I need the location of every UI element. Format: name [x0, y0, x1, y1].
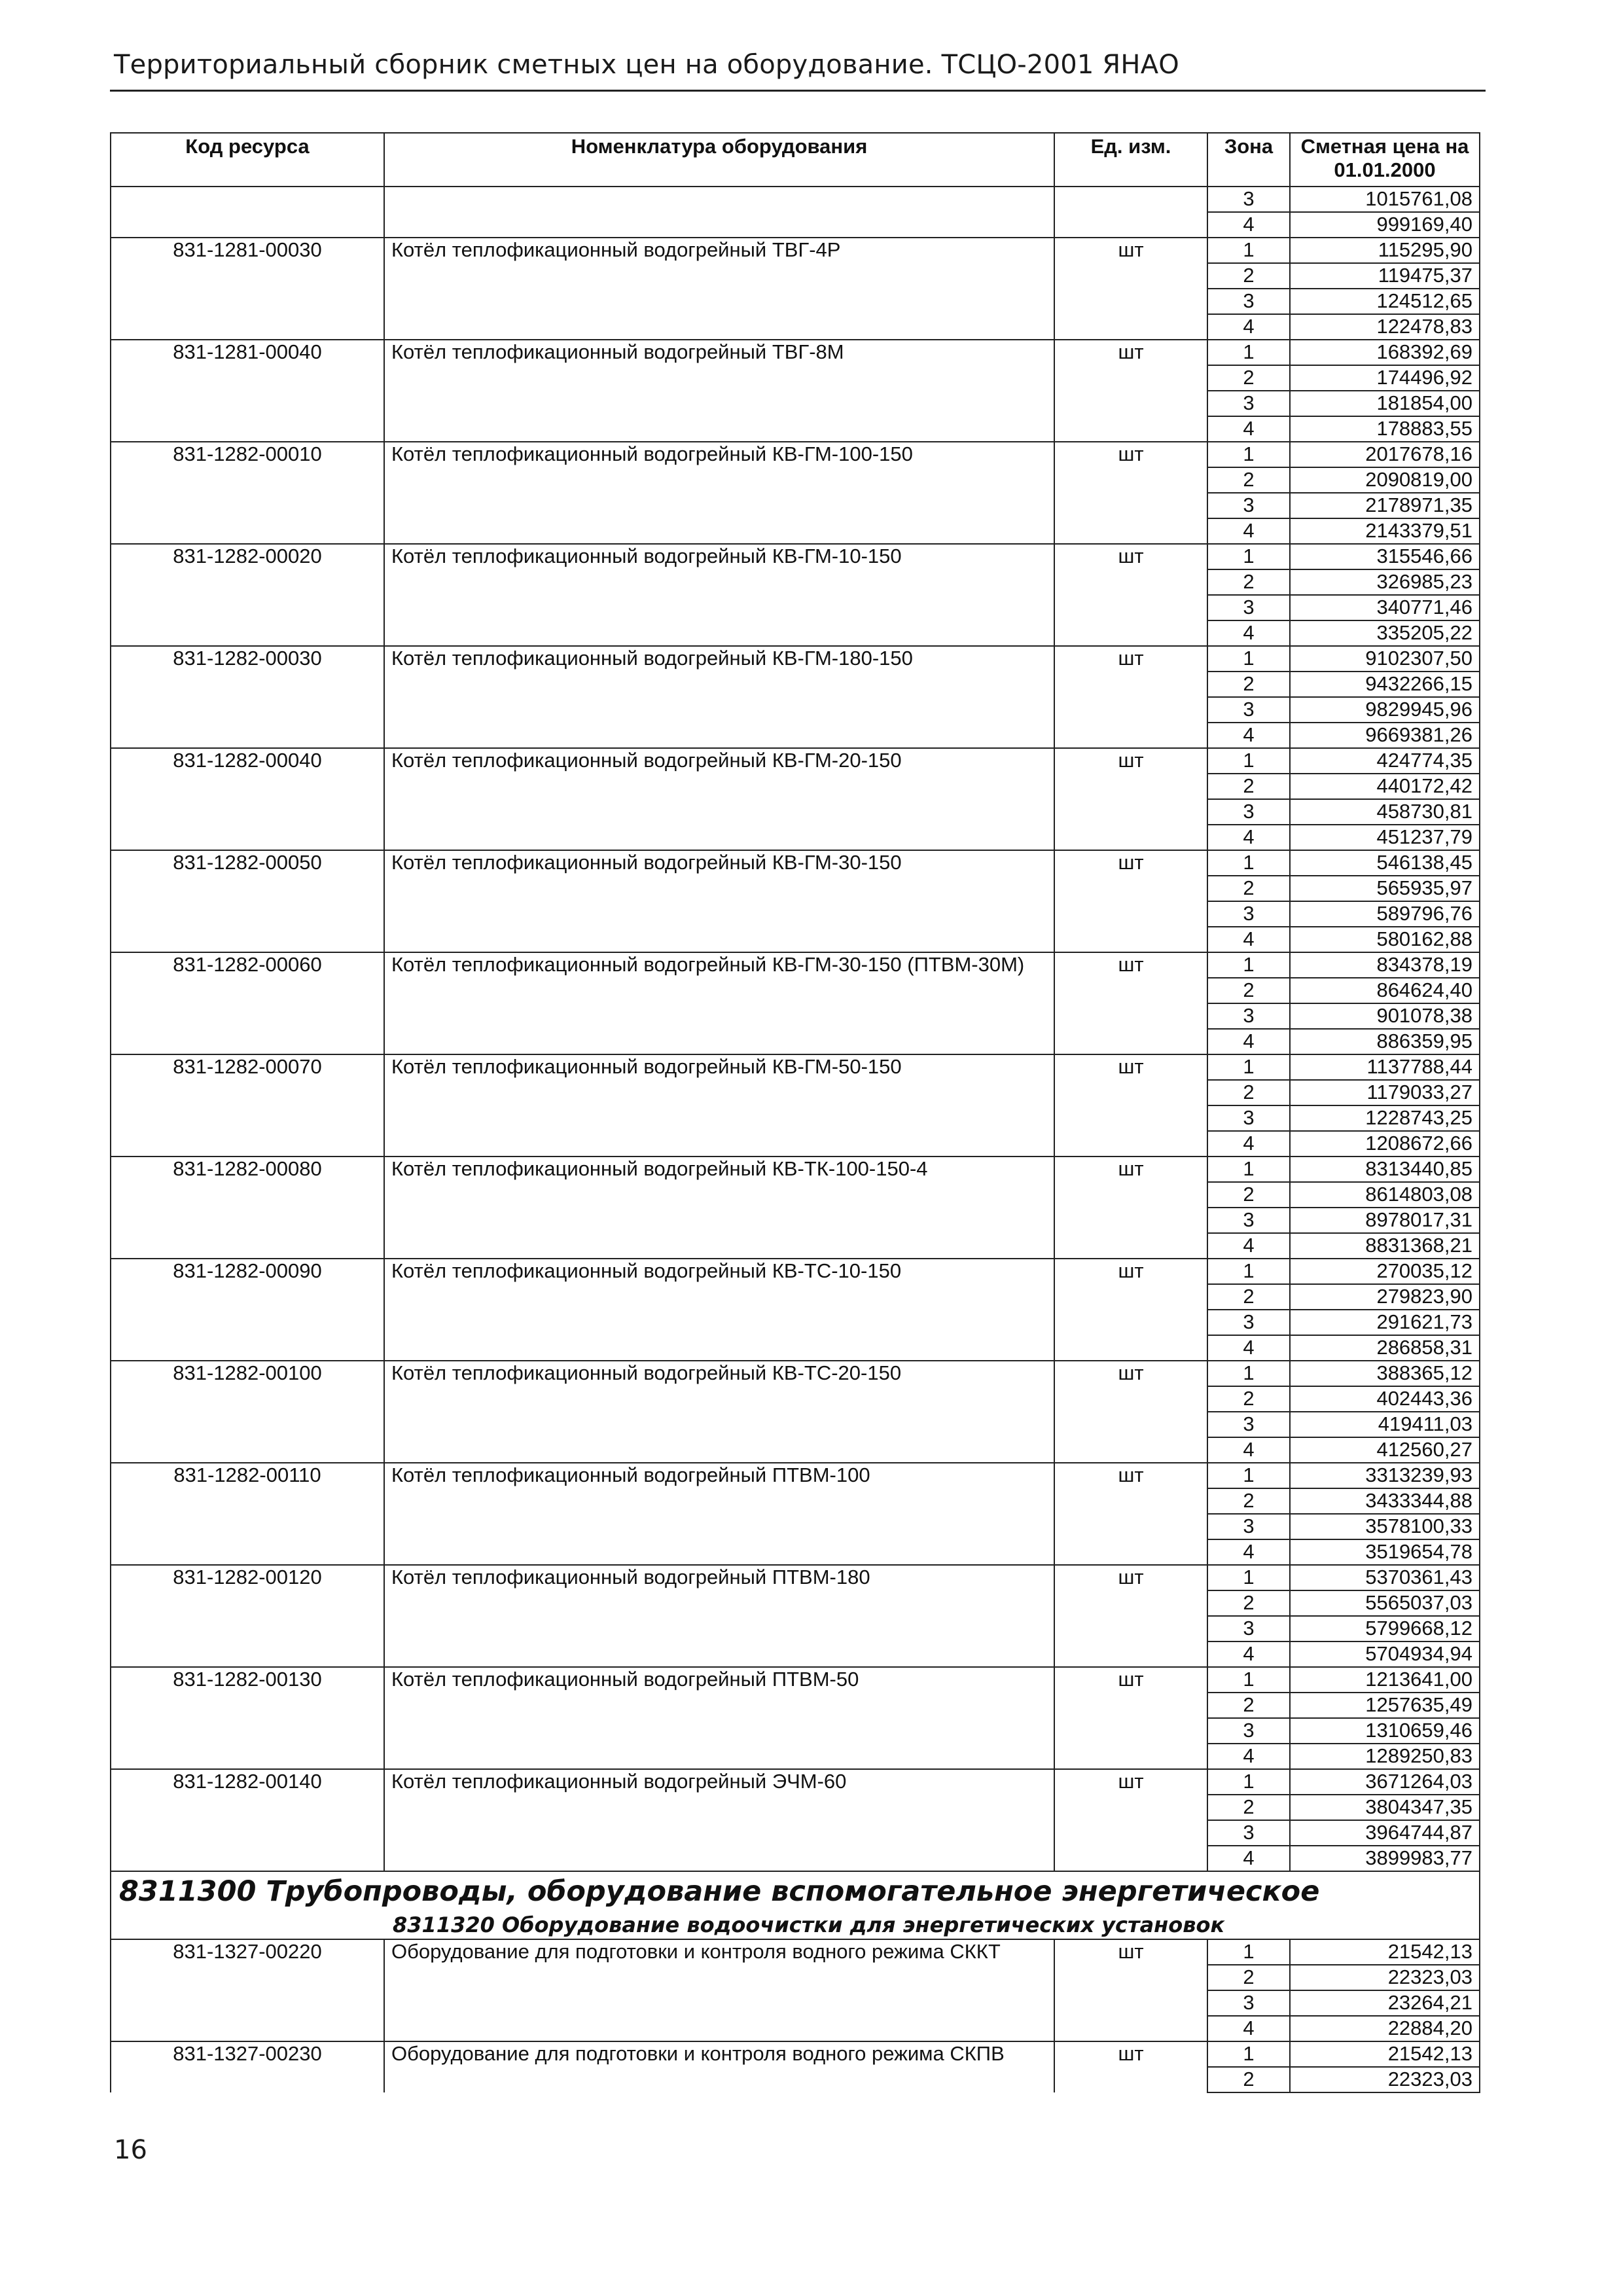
zone-cell: 1: [1207, 1054, 1290, 1080]
price-cell: 3964744,87: [1290, 1820, 1480, 1846]
price-cell: 2178971,35: [1290, 493, 1480, 518]
table-row: [111, 1667, 1480, 1693]
resource-code: 831-1327-00220: [111, 1939, 384, 2041]
table-body-bottom: [111, 1939, 1480, 2092]
header-price: Сметная цена на 01.01.2000: [1290, 133, 1480, 187]
zone-cell: 1: [1207, 1259, 1290, 1284]
price-cell: 5565037,03: [1290, 1590, 1480, 1616]
price-cell: 8614803,08: [1290, 1182, 1480, 1208]
header-divider: [110, 90, 1486, 92]
zone-cell: 2: [1207, 774, 1290, 799]
price-cell: 23264,21: [1290, 1990, 1480, 2016]
table-row: [111, 340, 1480, 365]
zone-cell: 4: [1207, 416, 1290, 442]
unit-of-measure: шт: [1054, 1054, 1207, 1157]
price-cell: 864624,40: [1290, 978, 1480, 1003]
price-cell: 886359,95: [1290, 1029, 1480, 1054]
price-cell: 279823,90: [1290, 1284, 1480, 1310]
price-cell: 22884,20: [1290, 2016, 1480, 2041]
resource-code: 831-1281-00030: [111, 238, 384, 340]
unit-of-measure: [1054, 187, 1207, 238]
zone-cell: 2: [1207, 1795, 1290, 1820]
zone-cell: 1: [1207, 442, 1290, 467]
equipment-name: Котёл теплофикационный водогрейный КВ-ТК-100-150-4: [384, 1157, 1054, 1259]
header-zone: Зона: [1207, 133, 1290, 187]
price-cell: 178883,55: [1290, 416, 1480, 442]
zone-cell: 2: [1207, 1488, 1290, 1514]
unit-of-measure: шт: [1054, 1463, 1207, 1565]
unit-of-measure: шт: [1054, 1157, 1207, 1259]
header-unit: Ед. изм.: [1054, 133, 1207, 187]
zone-cell: 1: [1207, 238, 1290, 263]
price-cell: 174496,92: [1290, 365, 1480, 391]
price-cell: 291621,73: [1290, 1310, 1480, 1335]
zone-cell: 3: [1207, 1105, 1290, 1131]
zone-cell: 1: [1207, 1939, 1290, 1965]
price-cell: 335205,22: [1290, 620, 1480, 646]
zone-cell: 1: [1207, 2041, 1290, 2067]
resource-code: 831-1282-00100: [111, 1361, 384, 1463]
equipment-name: Котёл теплофикационный водогрейный ТВГ-8М: [384, 340, 1054, 442]
zone-cell: 1: [1207, 1361, 1290, 1386]
zone-cell: 4: [1207, 2016, 1290, 2041]
zone-cell: 3: [1207, 1820, 1290, 1846]
unit-of-measure: шт: [1054, 952, 1207, 1054]
zone-cell: 2: [1207, 876, 1290, 901]
equipment-name: Котёл теплофикационный водогрейный КВ-ГМ-30-150: [384, 850, 1054, 952]
zone-cell: 4: [1207, 1437, 1290, 1463]
price-cell: 8313440,85: [1290, 1157, 1480, 1182]
resource-code: 831-1282-00140: [111, 1769, 384, 1871]
price-cell: 340771,46: [1290, 595, 1480, 620]
resource-code: 831-1281-00040: [111, 340, 384, 442]
price-cell: 834378,19: [1290, 952, 1480, 978]
price-cell: 22323,03: [1290, 1965, 1480, 1990]
price-cell: 424774,35: [1290, 748, 1480, 774]
equipment-name: Котёл теплофикационный водогрейный КВ-ТС-20-150: [384, 1361, 1054, 1463]
resource-code: 831-1327-00230: [111, 2041, 384, 2092]
price-cell: 3519654,78: [1290, 1539, 1480, 1565]
unit-of-measure: шт: [1054, 544, 1207, 646]
table-row: [111, 238, 1480, 263]
price-cell: 3804347,35: [1290, 1795, 1480, 1820]
table-row: [111, 1463, 1480, 1488]
equipment-name: Котёл теплофикационный водогрейный ПТВМ-100: [384, 1463, 1054, 1565]
equipment-name: Котёл теплофикационный водогрейный ПТВМ-50: [384, 1667, 1054, 1769]
zone-cell: 3: [1207, 799, 1290, 825]
resource-code: [111, 187, 384, 238]
zone-cell: 2: [1207, 1693, 1290, 1718]
price-cell: 1179033,27: [1290, 1080, 1480, 1105]
price-cell: 286858,31: [1290, 1335, 1480, 1361]
resource-code: 831-1282-00080: [111, 1157, 384, 1259]
price-cell: 9669381,26: [1290, 723, 1480, 748]
zone-cell: 1: [1207, 952, 1290, 978]
resource-code: 831-1282-00010: [111, 442, 384, 544]
price-cell: 388365,12: [1290, 1361, 1480, 1386]
zone-cell: 4: [1207, 1641, 1290, 1667]
price-cell: 5370361,43: [1290, 1565, 1480, 1590]
zone-cell: 2: [1207, 467, 1290, 493]
price-cell: 3313239,93: [1290, 1463, 1480, 1488]
zone-cell: 1: [1207, 544, 1290, 569]
zone-cell: 4: [1207, 314, 1290, 340]
zone-cell: 4: [1207, 1846, 1290, 1871]
price-cell: 181854,00: [1290, 391, 1480, 416]
zone-cell: 3: [1207, 1208, 1290, 1233]
zone-cell: 1: [1207, 1463, 1290, 1488]
zone-cell: 3: [1207, 1412, 1290, 1437]
zone-cell: 4: [1207, 1335, 1290, 1361]
zone-cell: 3: [1207, 187, 1290, 212]
table-row: [111, 187, 1480, 212]
zone-cell: 2: [1207, 1590, 1290, 1616]
equipment-name: Котёл теплофикационный водогрейный ПТВМ-180: [384, 1565, 1054, 1667]
price-cell: 1289250,83: [1290, 1744, 1480, 1769]
unit-of-measure: шт: [1054, 748, 1207, 850]
running-header: Территориальный сборник сметных цен на оборудование. ТСЦО-2001 ЯНАО: [114, 50, 1179, 80]
zone-cell: 1: [1207, 1769, 1290, 1795]
unit-of-measure: шт: [1054, 1259, 1207, 1361]
unit-of-measure: шт: [1054, 1361, 1207, 1463]
price-cell: 9829945,96: [1290, 697, 1480, 723]
zone-cell: 1: [1207, 1157, 1290, 1182]
price-cell: 565935,97: [1290, 876, 1480, 901]
zone-cell: 4: [1207, 723, 1290, 748]
zone-cell: 4: [1207, 1744, 1290, 1769]
zone-cell: 3: [1207, 391, 1290, 416]
price-cell: 9432266,15: [1290, 672, 1480, 697]
zone-cell: 1: [1207, 1667, 1290, 1693]
price-cell: 3578100,33: [1290, 1514, 1480, 1539]
unit-of-measure: шт: [1054, 1939, 1207, 2041]
unit-of-measure: шт: [1054, 2041, 1207, 2092]
zone-cell: 3: [1207, 1990, 1290, 2016]
zone-cell: 2: [1207, 1386, 1290, 1412]
zone-cell: 4: [1207, 1539, 1290, 1565]
price-cell: 546138,45: [1290, 850, 1480, 876]
unit-of-measure: шт: [1054, 340, 1207, 442]
zone-cell: 3: [1207, 1003, 1290, 1029]
subsection-row: [111, 1911, 1480, 1939]
section-block: [111, 1871, 1480, 1939]
price-cell: 3433344,88: [1290, 1488, 1480, 1514]
zone-cell: 3: [1207, 289, 1290, 314]
zone-cell: 3: [1207, 493, 1290, 518]
price-cell: 580162,88: [1290, 927, 1480, 952]
page-number: 16: [114, 2135, 147, 2165]
price-cell: 5799668,12: [1290, 1616, 1480, 1641]
table-row: [111, 1769, 1480, 1795]
price-cell: 119475,37: [1290, 263, 1480, 289]
price-cell: 458730,81: [1290, 799, 1480, 825]
zone-cell: 3: [1207, 697, 1290, 723]
table-row: [111, 1157, 1480, 1182]
zone-cell: 1: [1207, 850, 1290, 876]
equipment-name: Котёл теплофикационный водогрейный КВ-ТС-10-150: [384, 1259, 1054, 1361]
zone-cell: 4: [1207, 825, 1290, 850]
resource-code: 831-1282-00040: [111, 748, 384, 850]
price-cell: 999169,40: [1290, 212, 1480, 238]
table-row: [111, 442, 1480, 467]
table-row: [111, 1939, 1480, 1965]
price-cell: 1310659,46: [1290, 1718, 1480, 1744]
price-cell: 1257635,49: [1290, 1693, 1480, 1718]
unit-of-measure: шт: [1054, 850, 1207, 952]
zone-cell: 1: [1207, 748, 1290, 774]
equipment-name: Котёл теплофикационный водогрейный ЭЧМ-60: [384, 1769, 1054, 1871]
price-cell: 270035,12: [1290, 1259, 1480, 1284]
unit-of-measure: шт: [1054, 646, 1207, 748]
resource-code: 831-1282-00030: [111, 646, 384, 748]
zone-cell: 4: [1207, 212, 1290, 238]
zone-cell: 4: [1207, 620, 1290, 646]
price-cell: 901078,38: [1290, 1003, 1480, 1029]
price-cell: 8978017,31: [1290, 1208, 1480, 1233]
resource-code: 831-1282-00020: [111, 544, 384, 646]
price-cell: 21542,13: [1290, 2041, 1480, 2067]
resource-code: 831-1282-00130: [111, 1667, 384, 1769]
zone-cell: 4: [1207, 927, 1290, 952]
equipment-name: Котёл теплофикационный водогрейный КВ-ГМ-100-150: [384, 442, 1054, 544]
table-row: [111, 1361, 1480, 1386]
price-cell: 451237,79: [1290, 825, 1480, 850]
unit-of-measure: шт: [1054, 1667, 1207, 1769]
table-row: [111, 1259, 1480, 1284]
zone-cell: 2: [1207, 1182, 1290, 1208]
unit-of-measure: шт: [1054, 442, 1207, 544]
price-cell: 419411,03: [1290, 1412, 1480, 1437]
zone-cell: 2: [1207, 672, 1290, 697]
price-cell: 1137788,44: [1290, 1054, 1480, 1080]
zone-cell: 3: [1207, 1310, 1290, 1335]
price-cell: 8831368,21: [1290, 1233, 1480, 1259]
section-title: 8311300 Трубопроводы, оборудование вспомогательное энергетическое: [111, 1871, 1480, 1911]
zone-cell: 2: [1207, 1965, 1290, 1990]
header-code: Код ресурса: [111, 133, 384, 187]
price-cell: 2143379,51: [1290, 518, 1480, 544]
price-cell: 2017678,16: [1290, 442, 1480, 467]
price-cell: 315546,66: [1290, 544, 1480, 569]
price-cell: 21542,13: [1290, 1939, 1480, 1965]
price-cell: 3899983,77: [1290, 1846, 1480, 1871]
price-cell: 9102307,50: [1290, 646, 1480, 672]
zone-cell: 1: [1207, 646, 1290, 672]
unit-of-measure: шт: [1054, 238, 1207, 340]
price-cell: 124512,65: [1290, 289, 1480, 314]
price-cell: 2090819,00: [1290, 467, 1480, 493]
price-cell: 122478,83: [1290, 314, 1480, 340]
zone-cell: 2: [1207, 978, 1290, 1003]
zone-cell: 2: [1207, 1284, 1290, 1310]
unit-of-measure: шт: [1054, 1565, 1207, 1667]
price-cell: 3671264,03: [1290, 1769, 1480, 1795]
zone-cell: 3: [1207, 1514, 1290, 1539]
price-cell: 1015761,08: [1290, 187, 1480, 212]
zone-cell: 4: [1207, 1131, 1290, 1157]
zone-cell: 4: [1207, 1029, 1290, 1054]
table-row: [111, 1054, 1480, 1080]
equipment-name: Оборудование для подготовки и контроля водного режима СКПВ: [384, 2041, 1054, 2092]
price-cell: 326985,23: [1290, 569, 1480, 595]
price-cell: 1228743,25: [1290, 1105, 1480, 1131]
zone-cell: 4: [1207, 518, 1290, 544]
price-cell: 412560,27: [1290, 1437, 1480, 1463]
table-header-row: [111, 133, 1480, 187]
unit-of-measure: шт: [1054, 1769, 1207, 1871]
price-cell: 440172,42: [1290, 774, 1480, 799]
zone-cell: 2: [1207, 1080, 1290, 1105]
zone-cell: 4: [1207, 1233, 1290, 1259]
equipment-name: Котёл теплофикационный водогрейный КВ-ГМ-180-150: [384, 646, 1054, 748]
price-table: [110, 132, 1480, 2093]
zone-cell: 1: [1207, 340, 1290, 365]
price-cell: 115295,90: [1290, 238, 1480, 263]
zone-cell: 3: [1207, 1718, 1290, 1744]
price-cell: 1208672,66: [1290, 1131, 1480, 1157]
resource-code: 831-1282-00110: [111, 1463, 384, 1565]
price-cell: 22323,03: [1290, 2067, 1480, 2092]
table-row: [111, 748, 1480, 774]
table-row: [111, 1565, 1480, 1590]
equipment-name: Оборудование для подготовки и контроля водного режима СККТ: [384, 1939, 1054, 2041]
equipment-name: Котёл теплофикационный водогрейный КВ-ГМ-20-150: [384, 748, 1054, 850]
equipment-name: Котёл теплофикационный водогрейный КВ-ГМ-50-150: [384, 1054, 1054, 1157]
resource-code: 831-1282-00120: [111, 1565, 384, 1667]
table-row: [111, 544, 1480, 569]
section-row: [111, 1871, 1480, 1911]
table-row: [111, 646, 1480, 672]
resource-code: 831-1282-00070: [111, 1054, 384, 1157]
price-cell: 5704934,94: [1290, 1641, 1480, 1667]
zone-cell: 2: [1207, 365, 1290, 391]
equipment-name: Котёл теплофикационный водогрейный ТВГ-4Р: [384, 238, 1054, 340]
subsection-title: 8311320 Оборудование водоочистки для энергетических установок: [111, 1911, 1480, 1939]
zone-cell: 3: [1207, 595, 1290, 620]
zone-cell: 1: [1207, 1565, 1290, 1590]
header-name: Номенклатура оборудования: [384, 133, 1054, 187]
price-cell: 168392,69: [1290, 340, 1480, 365]
table-row: [111, 952, 1480, 978]
price-cell: 589796,76: [1290, 901, 1480, 927]
zone-cell: 2: [1207, 2067, 1290, 2092]
resource-code: 831-1282-00050: [111, 850, 384, 952]
price-cell: 402443,36: [1290, 1386, 1480, 1412]
table-row: [111, 2041, 1480, 2067]
zone-cell: 2: [1207, 569, 1290, 595]
equipment-name: [384, 187, 1054, 238]
resource-code: 831-1282-00090: [111, 1259, 384, 1361]
equipment-name: Котёл теплофикационный водогрейный КВ-ГМ-10-150: [384, 544, 1054, 646]
equipment-name: Котёл теплофикационный водогрейный КВ-ГМ-30-150 (ПТВМ-30М): [384, 952, 1054, 1054]
zone-cell: 3: [1207, 1616, 1290, 1641]
resource-code: 831-1282-00060: [111, 952, 384, 1054]
price-cell: 1213641,00: [1290, 1667, 1480, 1693]
table-body-top: [111, 187, 1480, 1871]
zone-cell: 3: [1207, 901, 1290, 927]
table-row: [111, 850, 1480, 876]
zone-cell: 2: [1207, 263, 1290, 289]
